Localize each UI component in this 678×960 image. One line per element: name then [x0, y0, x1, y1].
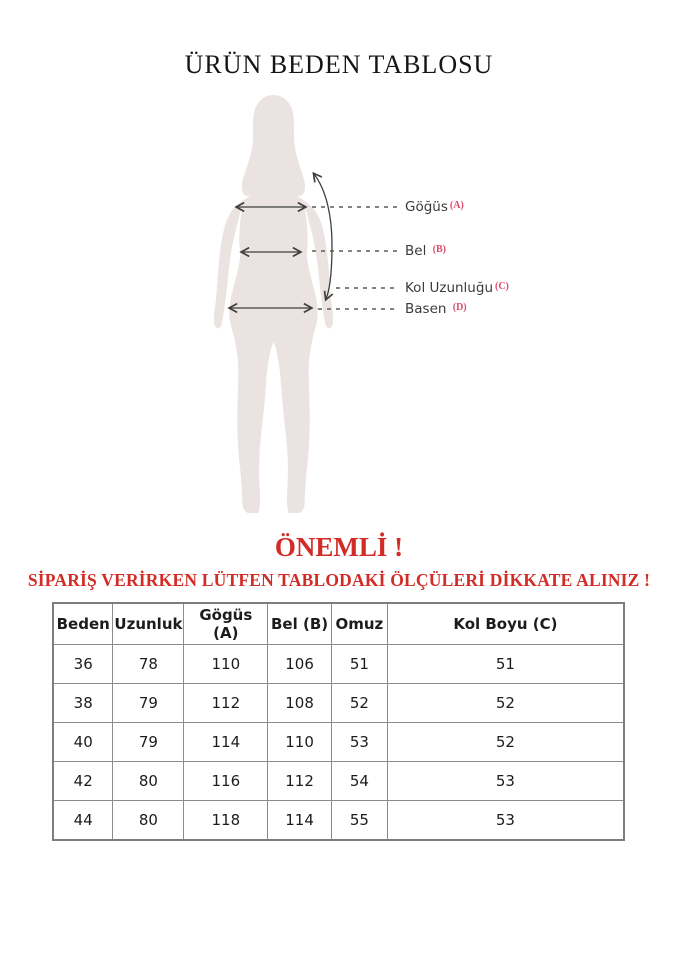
- col-header-uzunluk: Uzunluk: [113, 603, 184, 645]
- waist-label: [405, 242, 446, 262]
- hip-letter: (D): [452, 302, 467, 313]
- cell-omuz: 55: [331, 801, 387, 841]
- cell-bel: 110: [268, 723, 332, 762]
- table-row: [53, 723, 624, 762]
- cell-beden: 38: [53, 684, 113, 723]
- cell-omuz: 54: [331, 762, 387, 801]
- cell-uzunluk: 78: [113, 645, 184, 684]
- order-warning-text: SİPARİŞ VERİRKEN LÜTFEN TABLODAKİ ÖLÇÜLERİ DİKKATE ALINIZ !: [27, 570, 651, 590]
- cell-uzunluk: 80: [113, 762, 184, 801]
- table-row: [53, 801, 624, 841]
- hip-label-text: Basen: [405, 301, 447, 317]
- important-heading: ÖNEMLİ !: [274, 532, 404, 562]
- cell-kol-boyu: 52: [387, 684, 624, 723]
- cell-kol-boyu: 53: [387, 762, 624, 801]
- chest-letter: (A): [449, 200, 464, 211]
- size-diagram: [0, 93, 678, 515]
- size-table: [52, 602, 625, 841]
- cell-uzunluk: 79: [113, 684, 184, 723]
- cell-omuz: 51: [331, 645, 387, 684]
- table-row: [53, 645, 624, 684]
- cell-gogus: 118: [184, 801, 268, 841]
- cell-kol-boyu: 51: [387, 645, 624, 684]
- cell-beden: 36: [53, 645, 113, 684]
- cell-gogus: 112: [184, 684, 268, 723]
- cell-beden: 42: [53, 762, 113, 801]
- arm-length-label-text: Kol Uzunluğu: [405, 280, 493, 296]
- cell-uzunluk: 79: [113, 723, 184, 762]
- cell-beden: 40: [53, 723, 113, 762]
- col-header-gogus: Gögüs (A): [184, 603, 268, 645]
- arm-length-arrow: [314, 174, 332, 299]
- cell-gogus: 110: [184, 645, 268, 684]
- arm-length-label: [405, 279, 509, 299]
- arm-length-letter: (C): [495, 281, 509, 292]
- hip-label: [405, 300, 467, 320]
- cell-bel: 112: [268, 762, 332, 801]
- col-header-omuz: Omuz: [331, 603, 387, 645]
- cell-bel: 106: [268, 645, 332, 684]
- cell-omuz: 52: [331, 684, 387, 723]
- cell-kol-boyu: 52: [387, 723, 624, 762]
- col-header-beden: Beden: [53, 603, 113, 645]
- waist-letter: (B): [432, 244, 446, 255]
- table-row: [53, 762, 624, 801]
- cell-omuz: 53: [331, 723, 387, 762]
- cell-beden: 44: [53, 801, 113, 841]
- cell-gogus: 114: [184, 723, 268, 762]
- cell-bel: 114: [268, 801, 332, 841]
- col-header-bel: Bel (B): [268, 603, 332, 645]
- measurement-arrows: [0, 93, 678, 515]
- col-header-kol-boyu: Kol Boyu (C): [387, 603, 624, 645]
- cell-kol-boyu: 53: [387, 801, 624, 841]
- table-row: [53, 684, 624, 723]
- cell-gogus: 116: [184, 762, 268, 801]
- cell-uzunluk: 80: [113, 801, 184, 841]
- chest-label: [405, 198, 464, 218]
- page-title: ÜRÜN BEDEN TABLOSU: [184, 50, 494, 79]
- size-table-header-row: [53, 603, 624, 645]
- cell-bel: 108: [268, 684, 332, 723]
- waist-label-text: Bel: [405, 243, 427, 259]
- chest-label-text: Göğüs: [405, 199, 448, 215]
